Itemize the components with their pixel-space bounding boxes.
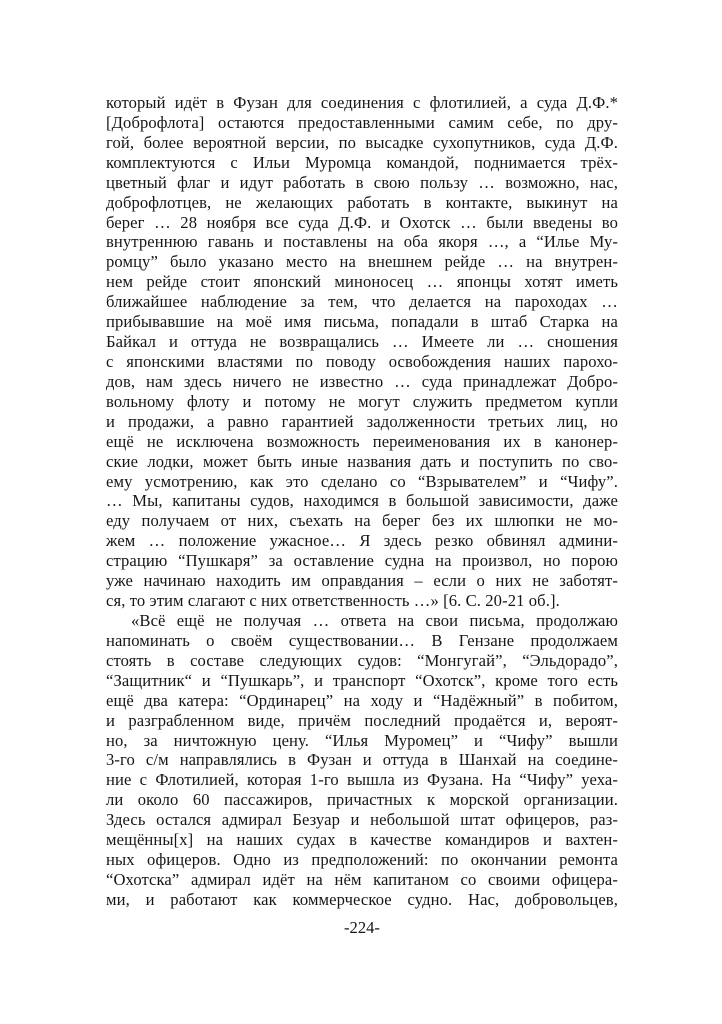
text-line: ние с Флотилией, которая 1-го вышла из Фузана. На “Чифу” уеха- bbox=[106, 770, 618, 790]
text-line: … Мы, капитаны судов, находимся в большой зависимости, даже bbox=[106, 491, 618, 511]
text-line: и продажи, а равно гарантией задолженности третьих лиц, но bbox=[106, 411, 618, 431]
text-line: вольному флоту и потому не могут служить предметом купли bbox=[106, 391, 618, 411]
text-line: прибывавшие на моё имя письма, попадали в штаб Старка на bbox=[106, 312, 618, 332]
text-line: комплектуются с Ильи Муромца командой, поднимается трёх- bbox=[106, 152, 618, 172]
text-line: ещё два катера: “Ординарец” на ходу и “Надёжный” в побитом, bbox=[106, 690, 618, 710]
text-line: и разграбленном виде, причём последний продаётся и, вероят- bbox=[106, 710, 618, 730]
text-line: ещё не исключена возможность переименования их в канонер- bbox=[106, 431, 618, 451]
text-line: ных офицеров. Одно из предположений: по окончании ремонта bbox=[106, 850, 618, 870]
text-line: ми, и работают как коммерческое судно. Нас, добровольцев, bbox=[106, 889, 618, 909]
text-line: жем … положение ужасное… Я здесь резко обвинял админи- bbox=[106, 531, 618, 551]
text-line: гой, более вероятной версии, по высадке сухопутников, суда Д.Ф. bbox=[106, 132, 618, 152]
text-line: цветный флаг и идут работать в свою пользу … возможно, нас, bbox=[106, 172, 618, 192]
text-line: ему усмотрению, как это сделано со “Взрывателем” и “Чифу”. bbox=[106, 471, 618, 491]
text-line: нем рейде стоит японский миноносец … японцы хотят иметь bbox=[106, 272, 618, 292]
text-line: с японскими властями по поводу освобождения наших парохо- bbox=[106, 351, 618, 371]
text-line: [Доброфлота] остаются предоставленными самим себе, по дру- bbox=[106, 112, 618, 132]
text-line: напоминать о своём существовании… В Гензане продолжаем bbox=[106, 630, 618, 650]
text-block bbox=[106, 93, 618, 910]
text-line: ромцу” было указано место на внешнем рейде … на внутрен- bbox=[106, 252, 618, 272]
text-line: стоять в составе следующих судов: “Монгугай”, “Эльдорадо”, bbox=[106, 650, 618, 670]
text-line: 3-го с/м направлялись в Фузан и оттуда в Шанхай на соедине- bbox=[106, 750, 618, 770]
text-line: но, за ничтожную цену. “Илья Муромец” и “Чифу” вышли bbox=[106, 730, 618, 750]
text-line: еду получаем от них, съехать на берег без их шлюпки не мо- bbox=[106, 511, 618, 531]
text-line: «Всё ещё не получая … ответа на свои письма, продолжаю bbox=[131, 610, 618, 630]
text-line: ские лодки, может быть иные названия дать и поступить по сво- bbox=[106, 451, 618, 471]
text-line: дов, нам здесь ничего не известно … суда принадлежат Добро- bbox=[106, 371, 618, 391]
text-line: Байкал и оттуда не возвращались … Имеете ли … сношения bbox=[106, 332, 618, 352]
text-line: доброфлотцев, не желающих работать в контакте, выкинут на bbox=[106, 192, 618, 212]
text-line: ся, то этим слагают с них ответственность …» [6. С. 20-21 об.]. bbox=[106, 591, 560, 611]
text-line: уже начинаю находить им оправдания – если о них не заботят- bbox=[106, 571, 618, 591]
text-line: “Охотска” адмирал идёт на нём капитаном со своими офицера- bbox=[106, 869, 618, 889]
text-line: мещённы[х] на наших судах в качестве командиров и вахтен- bbox=[106, 830, 618, 850]
text-line: ближайшее наблюдение за тем, что делается на пароходах … bbox=[106, 292, 618, 312]
text-line: Здесь остался адмирал Безуар и небольшой штат офицеров, раз- bbox=[106, 810, 618, 830]
text-line: ли около 60 пассажиров, причастных к морской организации. bbox=[106, 790, 618, 810]
text-line: “Защитник“ и “Пушкарь”, и транспорт “Охотск”, кроме того есть bbox=[106, 670, 618, 690]
text-line: который идёт в Фузан для соединения с флотилией, а суда Д.Ф.* bbox=[106, 93, 618, 112]
text-line: страцию “Пушкаря” за оставление судна на произвол, но порою bbox=[106, 551, 618, 571]
text-line: берег … 28 ноября все суда Д.Ф. и Охотск … были введены во bbox=[106, 212, 618, 232]
text-line: внутреннюю гавань и поставлены на оба якоря …, а “Илье Му- bbox=[106, 232, 618, 252]
page-number: -224- bbox=[344, 918, 380, 937]
